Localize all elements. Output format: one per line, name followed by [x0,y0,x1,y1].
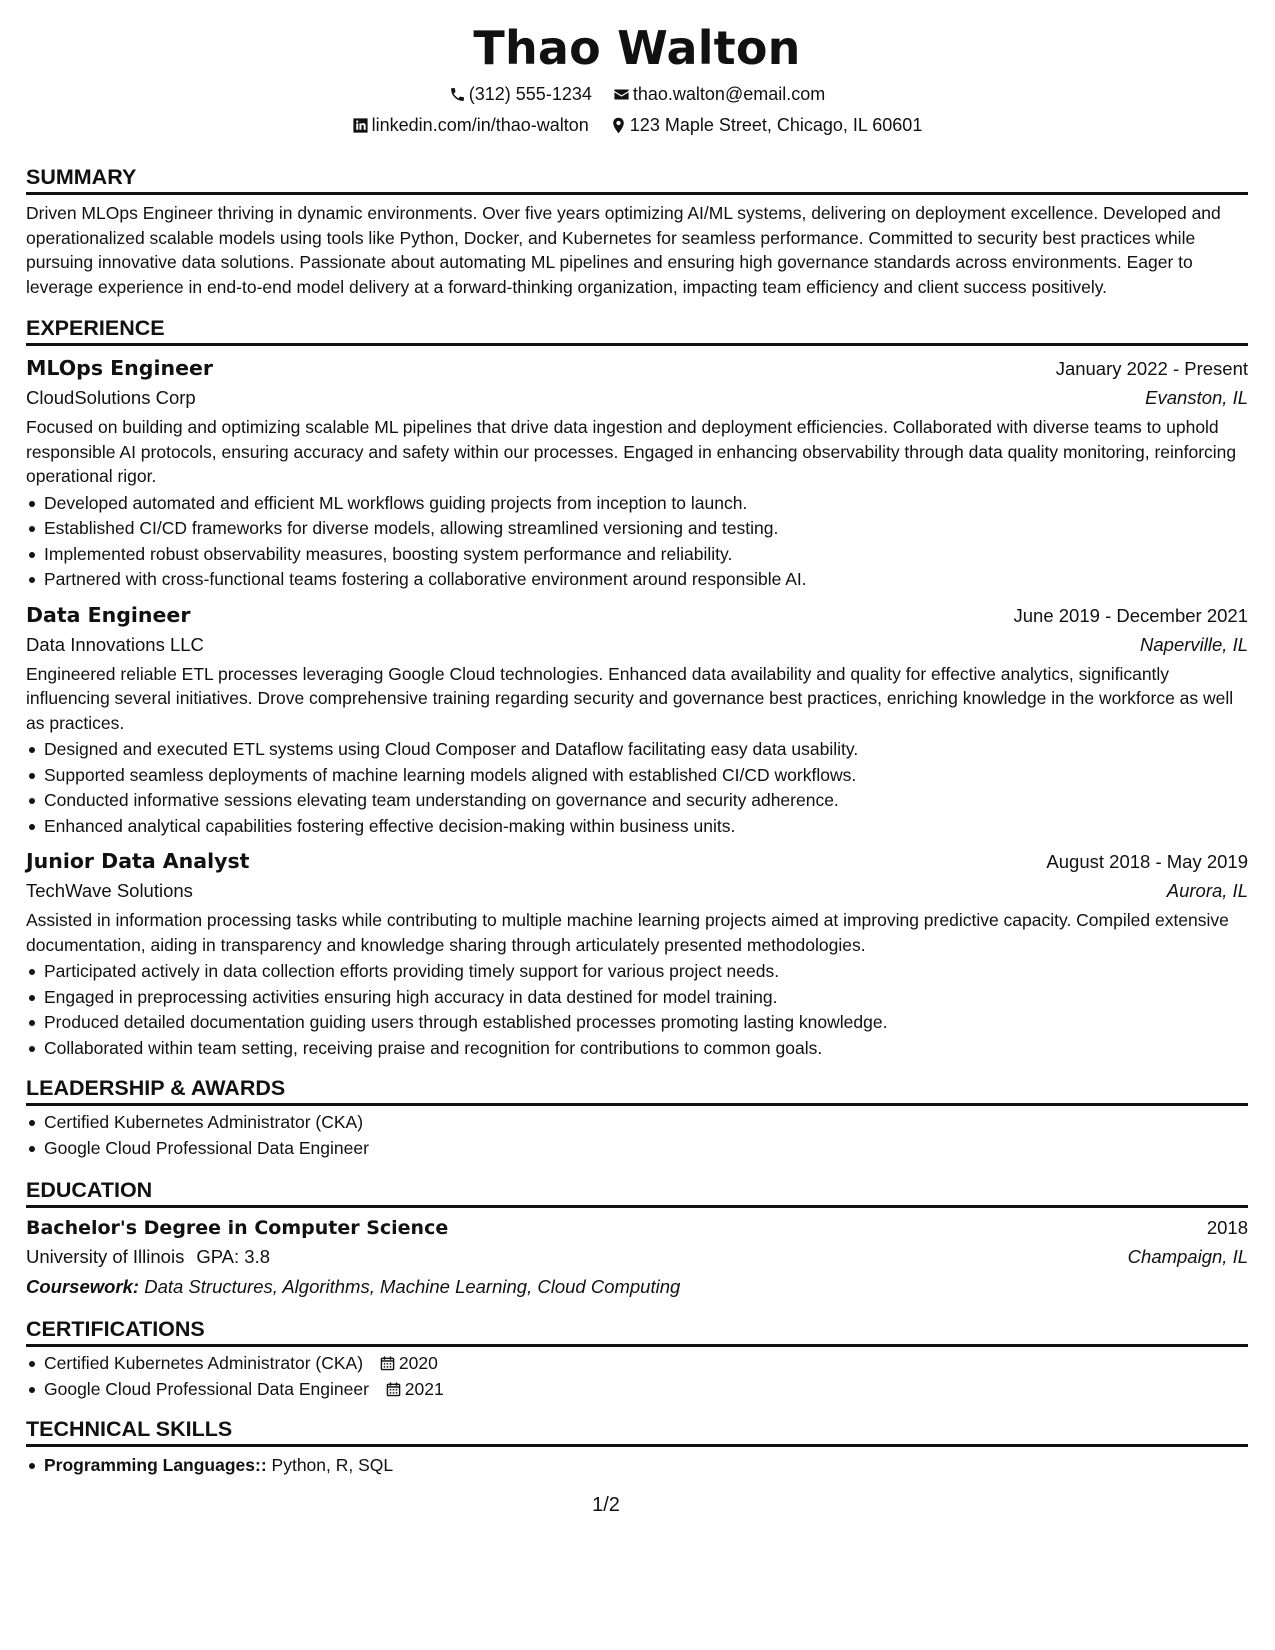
job-entry [26,354,1248,593]
contact-line-1 [26,83,1248,105]
coursework-label: Coursework: [26,1276,140,1297]
job-title: Data Engineer [26,602,191,627]
certifications-heading: CERTIFICATIONS [26,1316,1248,1347]
linkedin-contact[interactable] [352,114,589,136]
list-item: Conducted informative sessions elevating team understanding on governance and security adherence. [44,788,1248,814]
map-pin-icon [610,117,627,134]
phone-text: (312) 555-1234 [468,84,592,104]
resume-page [26,0,1248,1479]
summary-section [26,164,1248,299]
certifications-section [26,1316,1248,1402]
job-location: Evanston, IL [1145,387,1248,408]
envelope-icon [613,86,630,103]
linkedin-icon [352,117,369,134]
skill-category: Programming Languages:: [44,1455,267,1475]
job-location: Aurora, IL [1166,880,1248,901]
education-heading: EDUCATION [26,1177,1248,1208]
summary-text: Driven MLOps Engineer thriving in dynamic environments. Over five years optimizing AI/ML systems, delivering on deployment excellence. Developed and operationalized scalable models using tools like Python, Docker, and Kubernetes for seamless performance. Committed to security best practices while pursuing innovative data solutions. Passionate about automating ML pipelines and ensuring high governance standards across environments. Eager to leverage experience in end-to-end model delivery at a forward-thinking organization, impacting team efficiency and client success positively. [26,203,1221,297]
leadership-heading: LEADERSHIP & AWARDS [26,1075,1248,1106]
coursework-list: Data Structures, Algorithms, Machine Learning, Cloud Computing [139,1276,681,1297]
linkedin-text[interactable]: linkedin.com/in/thao-walton [371,115,589,135]
cert-year: 2020 [398,1353,438,1373]
job-dates: January 2022 - Present [1055,358,1248,379]
list-item: Partnered with cross-functional teams fostering a collaborative environment around responsible AI. [44,567,1248,593]
gpa: GPA: 3.8 [196,1246,271,1267]
job-company-row [26,383,1248,413]
address-contact [610,114,923,136]
list-item: Engaged in preprocessing activities ensuring high accuracy in data destined for model training. [44,985,1248,1011]
school-name: University of Illinois [26,1246,185,1267]
page-indicator: 1/2 [592,1494,620,1516]
list-item: Enhanced analytical capabilities fostering effective decision-making within business units. [44,814,1248,840]
phone-icon [449,86,466,103]
list-item: Developed automated and efficient ML workflows guiding projects from inception to launch. [44,491,1248,517]
contact-line-2 [26,114,1248,136]
school-info [26,1242,270,1272]
cert-name: Certified Kubernetes Administrator (CKA) [44,1353,364,1373]
email-contact[interactable] [613,83,825,105]
job-entry [26,847,1248,1061]
job-description: Assisted in information processing tasks while contributing to multiple machine learning projects aimed at improving predictive capacity. Compiled extensive documentation, aiding in transparency and knowledge sharing through articulately presented methodologies. [26,910,1229,955]
list-item [44,1453,1248,1479]
summary-heading: SUMMARY [26,164,1248,195]
job-dates: August 2018 - May 2019 [1046,851,1248,872]
job-company: TechWave Solutions [26,880,193,901]
list-item: Established CI/CD frameworks for diverse models, allowing streamlined versioning and testing. [44,516,1248,542]
calendar-icon [386,1382,401,1397]
skills-list [26,1453,1248,1479]
job-title: MLOps Engineer [26,356,213,380]
cert-name: Google Cloud Professional Data Engineer [44,1378,369,1399]
leadership-section [26,1075,1248,1161]
job-location: Naperville, IL [1140,633,1248,655]
list-item [44,1351,1248,1377]
list-item: Collaborated within team setting, receiving praise and recognition for contributions to common goals. [44,1036,1248,1062]
job-description: Focused on building and optimizing scalable ML pipelines that drive data ingestion and deployment efficiencies. Collaborated with diverse teams to uphold responsible AI protocols, ensuring accuracy and safety within our processes. Engaged in enhancing observability through data quality monitoring, reinforcing operational rigor. [26,417,1237,486]
job-bullets [26,959,1248,1061]
job-header-row [26,601,1248,630]
school-location: Champaign, IL [1127,1246,1248,1267]
job-header-row [26,847,1248,876]
job-bullets [26,737,1248,839]
address-text: 123 Maple Street, Chicago, IL 60601 [629,115,923,135]
experience-section [26,315,1248,1061]
leadership-list [26,1110,1248,1161]
phone-contact [449,83,592,105]
skills-heading: TECHNICAL SKILLS [26,1416,1248,1447]
list-item: Supported seamless deployments of machine learning models aligned with established CI/CD workflows. [44,763,1248,789]
cert-date [380,1351,438,1377]
job-dates: June 2019 - December 2021 [1013,604,1248,626]
job-title: Junior Data Analyst [26,849,250,873]
cert-year: 2021 [404,1378,444,1399]
education-section [26,1177,1248,1302]
list-item: Produced detailed documentation guiding users through established processes promoting lasting knowledge. [44,1010,1248,1036]
graduation-year: 2018 [1206,1217,1248,1238]
list-item: Participated actively in data collection efforts providing timely support for various project needs. [44,959,1248,985]
candidate-name: Thao Walton [473,21,801,75]
coursework [26,1272,1248,1302]
list-item: Google Cloud Professional Data Engineer [44,1136,1248,1162]
job-header-row [26,354,1248,383]
job-company-row [26,630,1248,660]
cert-date [386,1377,444,1403]
job-bullets [26,491,1248,593]
degree-name: Bachelor's Degree in Computer Science [26,1217,449,1239]
certifications-list [26,1351,1248,1402]
education-school-row [26,1242,1248,1272]
skills-section [26,1416,1248,1479]
list-item: Implemented robust observability measures, boosting system performance and reliability. [44,542,1248,568]
experience-heading: EXPERIENCE [26,315,1248,346]
job-company: CloudSolutions Corp [26,387,196,408]
job-description: Engineered reliable ETL processes leveraging Google Cloud technologies. Enhanced data availability and quality for effective analytics, significantly influencing several initiatives. Drove comprehensive training regarding security and governance best practices, enriching knowledge in the workforce as well as practices. [26,663,1234,733]
list-item [44,1377,1248,1403]
email-text[interactable]: thao.walton@email.com [632,84,826,104]
skill-values: Python, R, SQL [266,1455,394,1475]
job-company-row [26,876,1248,906]
list-item: Designed and executed ETL systems using Cloud Composer and Dataflow facilitating easy data usability. [44,737,1248,763]
job-company: Data Innovations LLC [26,633,204,655]
education-header-row [26,1214,1248,1242]
list-item: Certified Kubernetes Administrator (CKA) [44,1110,1248,1136]
job-entry [26,601,1248,840]
calendar-icon [380,1356,395,1371]
